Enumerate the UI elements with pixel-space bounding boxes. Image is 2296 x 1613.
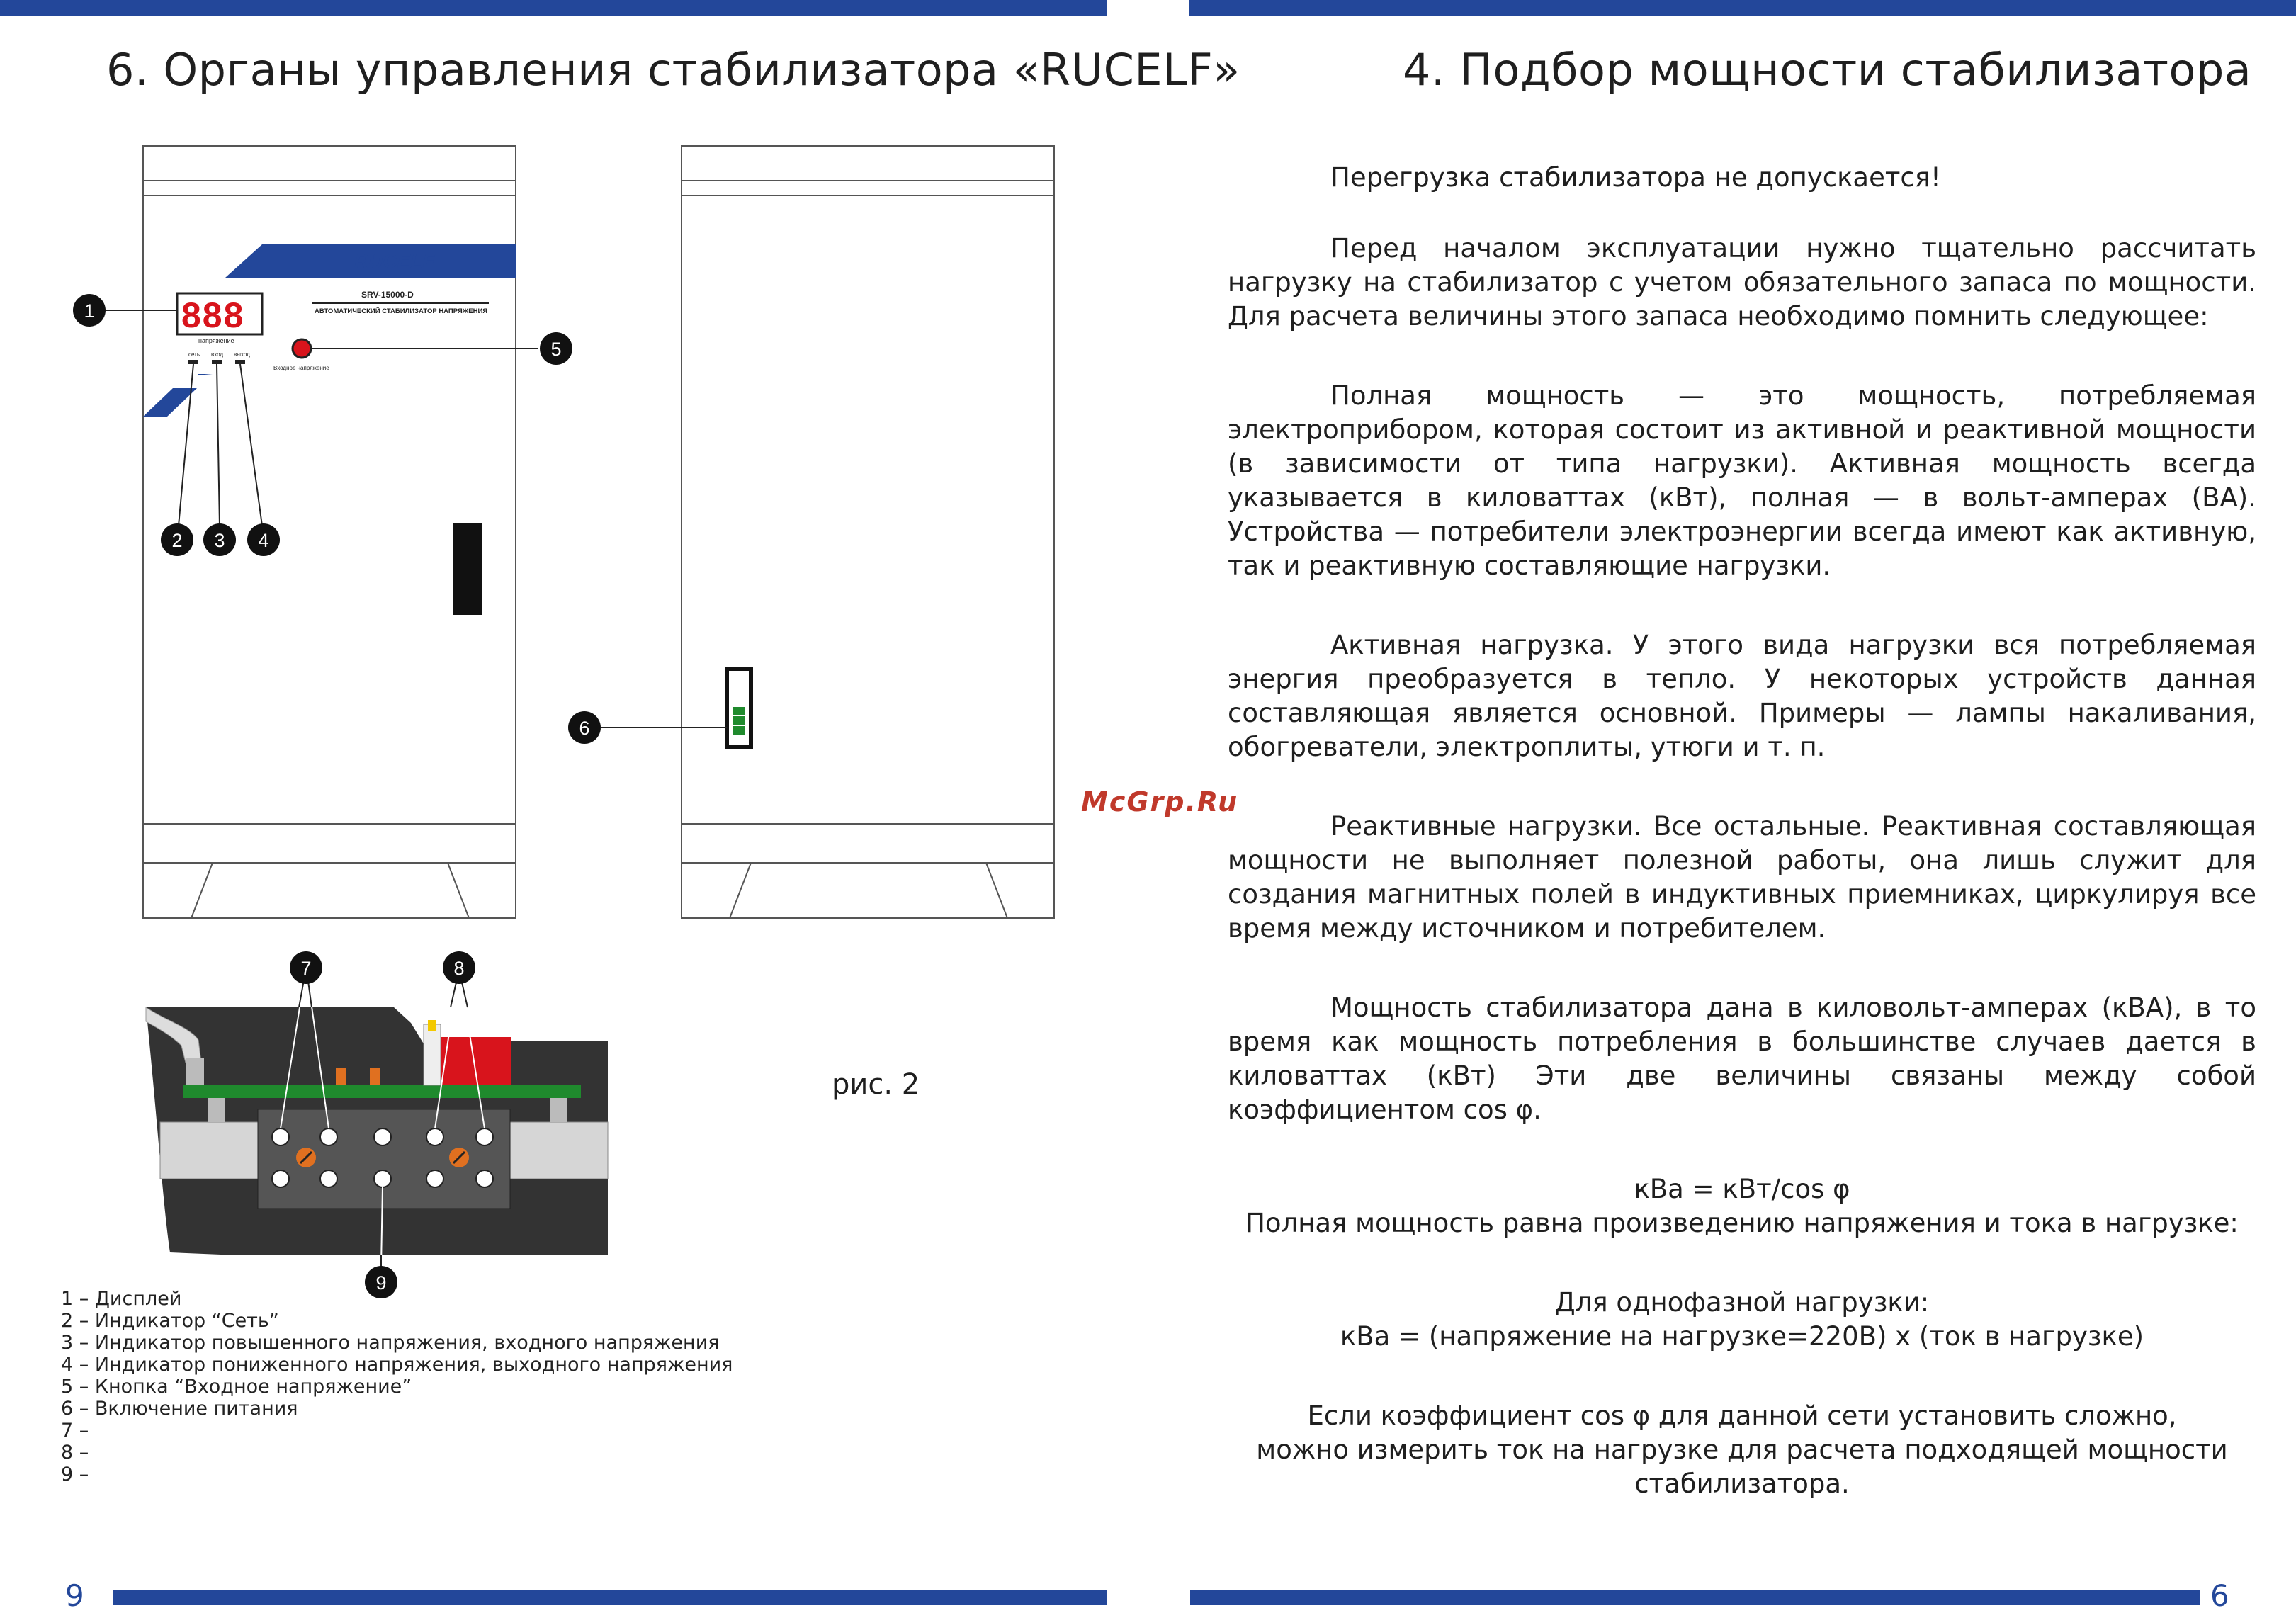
callout-8 <box>443 951 475 984</box>
final-line-2: можно измерить ток на нагрузке для расчета подходящей мощности <box>1256 1434 2228 1465</box>
formula-single-phase: кВа = (напряжение на нагрузке=220В) х (ток в нагрузке) <box>1340 1321 2144 1352</box>
legend-item: 8 – <box>61 1442 89 1464</box>
right-page-title: 4. Подбор мощности стабилизатора <box>1403 44 2252 96</box>
button-caption: Входное напряжение <box>273 365 329 371</box>
svg-text:4: 4 <box>258 530 269 551</box>
legend-item: 2 – Индикатор “Сеть” <box>61 1310 279 1332</box>
indicator-label-set: сеть <box>188 351 200 358</box>
legend <box>61 1288 733 1485</box>
legend-item: 3 – Индикатор повышенного напряжения, входного напряжения <box>61 1332 720 1354</box>
legend-item: 6 – Включение питания <box>61 1398 298 1420</box>
figure-caption: рис. 2 <box>832 1068 920 1101</box>
paragraph-active-load: Активная нагрузка. У этого вида нагрузки вся потребляемая энергия преобразуется в тепло. У некоторых устройств данная составляющая является основной. Примеры — лампы накаливания, обогреватели, электроплиты, утюги и т. п. <box>1228 630 2256 762</box>
svg-text:1: 1 <box>84 300 95 322</box>
svg-text:2: 2 <box>171 530 183 551</box>
callout-1 <box>73 294 106 327</box>
side-cabinet <box>682 146 1054 918</box>
callout-4 <box>247 523 280 556</box>
svg-text:3: 3 <box>214 530 225 551</box>
indicator-set-led <box>188 360 198 364</box>
final-line-3: стабилизатора. <box>1634 1468 1850 1499</box>
terminal-block <box>146 1007 608 1255</box>
left-page-title: 6. Органы управления стабилизатора «RUCELF» <box>106 44 1240 96</box>
legend-item: 1 – Дисплей <box>61 1288 182 1310</box>
callout-2 <box>161 523 193 556</box>
final-line-1: Если коэффициент cos φ для данной сети установить сложно, <box>1307 1400 2177 1431</box>
paragraph-kva: Мощность стабилизатора дана в киловольт-амперах (кВА), в то время как мощность потребления в большинстве случаев дается в киловаттах (кВт) Эти две величины связаны между собой коэффициентом cos φ. <box>1228 992 2256 1125</box>
paragraph-full-power: Полная мощность — это мощность, потребляемая электроприбором, которая состоит из активной и реактивной мощности (в зависимости от типа нагрузки). Активная мощность всегда указывается в киловаттах (кВт), полная — в вольт-амперах (ВА). Устройства — потребители электроэнергии всегда имеют как активную, так и реактивную составляющие нагрузки. <box>1228 380 2256 581</box>
device-subtitle: АВТОМАТИЧЕСКИЙ СТАБИЛИЗАТОР НАПРЯЖЕНИЯ <box>315 307 488 315</box>
callout-6 <box>568 711 601 744</box>
legend-item: 5 – Кнопка “Входное напряжение” <box>61 1376 412 1398</box>
power-switch[interactable] <box>727 669 751 747</box>
display <box>177 293 262 335</box>
paragraph-before-use: Перед началом эксплуатации нужно тщательно рассчитать нагрузку на стабилизатор с учетом обязательного запаса по мощности. Для расчета величины этого запаса необходимо помнить следующее: <box>1228 233 2256 332</box>
display-digits: 888 <box>181 295 245 335</box>
svg-text:5: 5 <box>550 339 562 360</box>
formula-kva: кВа = кВт/cos φ <box>1634 1174 1850 1204</box>
callout-7 <box>290 951 322 984</box>
bottom-bar-right <box>1190 1590 2200 1605</box>
logo-text: RUCELF <box>354 250 435 272</box>
legend-item: 7 – <box>61 1420 89 1442</box>
indicator-label-in: вход <box>211 351 224 358</box>
svg-text:8: 8 <box>453 958 465 979</box>
display-caption: напряжение <box>198 337 234 344</box>
watermark: McGrp.Ru <box>1081 786 1239 817</box>
page-number-left: 9 <box>65 1578 84 1613</box>
rucelf-logo <box>354 250 435 272</box>
paragraph-overload: Перегрузка стабилизатора не допускается! <box>1330 162 1941 193</box>
device-illustration <box>0 0 1133 1311</box>
svg-text:7: 7 <box>300 958 312 979</box>
single-phase-heading: Для однофазной нагрузки: <box>1554 1287 1930 1318</box>
right-page-body <box>1228 161 2256 1501</box>
svg-text:9: 9 <box>375 1272 387 1294</box>
indicator-label-out: выход <box>234 351 250 358</box>
page-number-right: 6 <box>2210 1578 2229 1613</box>
callout-5 <box>540 332 572 365</box>
indicator-out-led <box>235 360 245 364</box>
svg-text:6: 6 <box>579 718 590 739</box>
legend-item: 9 – <box>61 1464 89 1485</box>
bottom-bar-left <box>113 1590 1107 1605</box>
paragraph-reactive-load: Реактивные нагрузки. Все остальные. Реактивная составляющая мощности не выполняет полезной работы, она лишь служит для создания магнитных полей в индуктивных приемниках, циркулируя все время между источником и потребителем. <box>1228 811 2256 944</box>
callout-3 <box>203 523 236 556</box>
input-voltage-button[interactable] <box>293 339 311 358</box>
front-handle <box>453 523 482 615</box>
top-bar-right <box>1189 0 2296 16</box>
legend-item: 4 – Индикатор пониженного напряжения, выходного напряжения <box>61 1354 733 1376</box>
model-label: SRV-15000-D <box>361 290 414 300</box>
formula-note: Полная мощность равна произведению напряжения и тока в нагрузке: <box>1245 1208 2239 1238</box>
indicator-in-led <box>212 360 222 364</box>
